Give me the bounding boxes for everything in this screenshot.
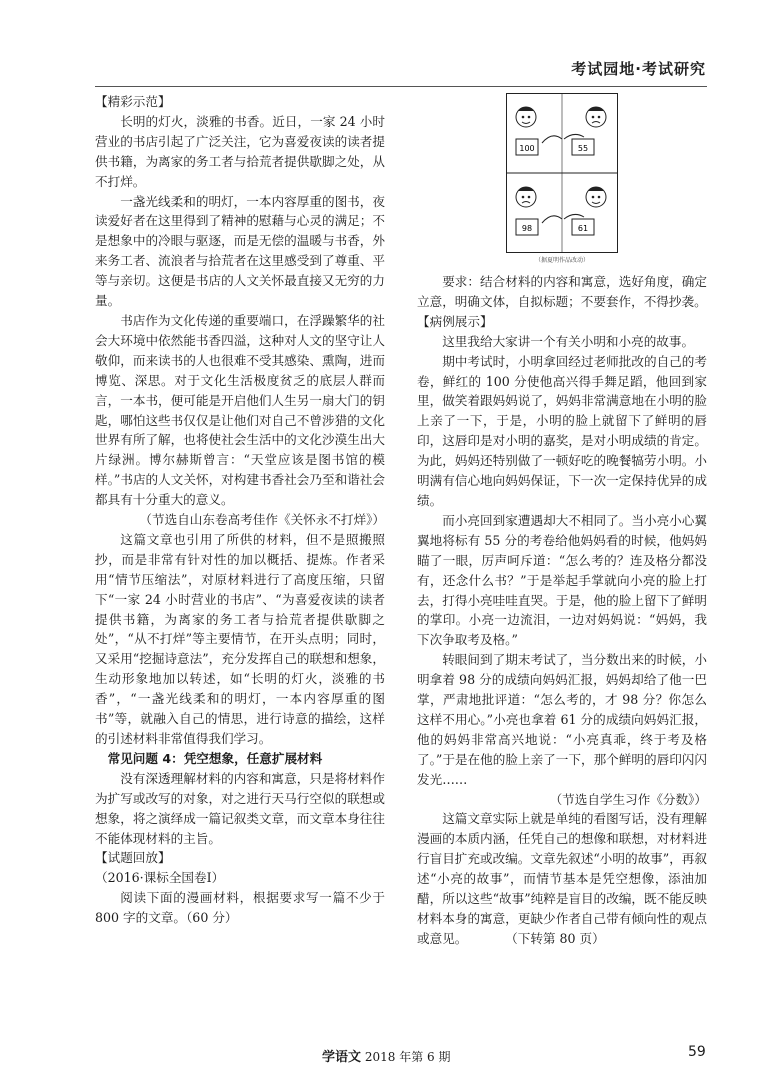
left-paragraph: 【试题回放】 [95, 850, 171, 866]
left-paragraph: （节选自山东卷高考佳作《关怀永不打烊》） [139, 512, 385, 528]
right-column [417, 272, 707, 949]
left-paragraph: 没有深透理解材料的内容和寓意，只是将材料作为扩写或改写的对象，对之进行天马行空似的联想或想象，将之演绎成一篇记叙类文章，而文章本身往往不能体现材料的主旨。 [95, 770, 385, 846]
left-paragraph: （2016·课标全国卷Ⅰ） [95, 870, 225, 886]
left-paragraph: 长明的灯火，淡雅的书香。近日，一家 24 小时营业的书店引起了广泛关注，它为喜爱夜读的读者提供书籍，为离家的务工者与拾荒者提供歇脚之处，从不打烊。 [95, 113, 385, 189]
comic-score-1: 100 [519, 144, 535, 153]
left-paragraph: 常见问题 4：凭空想象，任意扩展材料 [107, 750, 323, 766]
comic-score-2: 55 [577, 144, 589, 153]
issue-label: 2018 年第 6 期 [364, 1050, 451, 1064]
right-paragraph: 这里我给大家讲一个有关小明和小亮的故事。 [442, 333, 695, 349]
right-paragraph: 而小亮回到家遭遇却大不相同了。当小亮小心翼翼地将标有 55 分的考卷给他妈妈看的时候，他妈妈瞄了一眼，厉声呵斥道：“怎么考的？连及格分都没有，还念什么书？”于是举起手掌就向小亮的脸上打去，打得小亮哇哇直哭。于是，他的脸上留下了鲜明的掌印。小亮一边流泪，一边对妈妈说：“妈妈，我下次争取考及格。” [417, 512, 707, 648]
left-column [95, 92, 385, 928]
right-paragraph: （节选自学生习作《分数》） [549, 791, 707, 807]
comic-score-3: 98 [521, 224, 533, 233]
left-paragraph: 【精彩示范】 [95, 94, 171, 109]
comic-illustration [506, 93, 618, 253]
right-paragraph: 转眼间到了期末考试了，当分数出来的时候，小明拿着 98 分的成绩向妈妈汇报，妈妈却给了他一巴掌，严肃地批评道：“怎么考的，才 98 分？你怎么这样不用心。”小亮也拿着 61 分的成绩向妈妈汇报，他的妈妈非常高兴地说：“小亮真乖，终于考及格了。”于是在他的脸上亲了一下，那个鲜明的唇印闪闪发光…… [417, 652, 707, 787]
header-rule [95, 86, 707, 87]
comic-caption: （据夏明作品改动） [534, 257, 589, 264]
right-paragraph: 期中考试时，小明拿回经过老师批改的自己的考卷，鲜红的 100 分使他高兴得手舞足蹈，他回到家里，做笑着跟妈妈说了，妈妈非常满意地在小明的脸上亲了一下，于是，小明的脸上就留下了鲜明的唇印，这唇印是对小明的嘉奖，是对小明成绩的肯定。为此，妈妈还特别做了一顿好吃的晚餐犒劳小明。小明满有信心地向妈妈保证，下一次一定保持优异的成绩。 [417, 353, 707, 508]
page-number: 59 [688, 1044, 706, 1060]
footer-journal [322, 1046, 450, 1065]
left-paragraph: 书店作为文化传递的重要端口，在浮躁繁华的社会大环境中依然能书香四溢，这种对人文的坚守让人敬仰，而来读书的人也很难不受其感染、熏陶，进而博览、深思。对于文化生活极度贫乏的底层人群而言，一本书，便可能是开启他们人生另一扇大门的钥匙，哪怕这些书仅仅是让他们对自己不曾涉猎的文化世界有所了解，也将使社会生活中的文化沙漠生出大片绿洲。博尔赫斯曾言：“天堂应该是图书馆的模样。”书店的人文关怀，对构建书香社会乃至和谐社会都具有十分重大的意义。 [95, 312, 385, 508]
journal-name: 学语文 [322, 1050, 362, 1065]
left-paragraph: 阅读下面的漫画材料，根据要求写一篇不少于 800 字的文章。（60 分） [95, 890, 385, 926]
comic-score-4: 61 [577, 224, 589, 233]
right-paragraph: 要求：结合材料的内容和寓意，选好角度，确定立意，明确文体，自拟标题；不要套作，不得抄袭。 [417, 274, 707, 309]
left-paragraph: 这篇文章也引用了所供的材料，但不是照搬照抄，而是非常有针对性的加以概括、提炼。作者采用“情节压缩法”，对原材料进行了高度压缩，只留下“一家 24 小时营业的书店”、“为喜爱夜读的读者提供书籍，为离家的务工者与拾荒者提供歇脚之处”，“从不打烊”等主要情节，在开头点明；同时，又采用“挖掘诗意法”，充分发挥自己的联想和想象，生动形象地加以转述，如“长明的灯火，淡雅的书香”，“一盏光线柔和的明灯，一本内容厚重的图书”等，就融入自己的情思，进行诗意的描绘，这样的引述材料非常值得我们学习。 [95, 531, 385, 746]
running-header: 考试园地·考试研究 [571, 60, 706, 78]
right-paragraph: 【病例展示】 [417, 313, 493, 329]
left-paragraph: 一盏光线柔和的明灯，一本内容厚重的图书，夜读爱好者在这里得到了精神的慰藉与心灵的满足；不是想象中的冷眼与驱逐，而是无偿的温暖与书香，外来务工者、流浪者与拾荒者在这里感受到了尊重、平等与亲切。这便是书店的人文关怀最直接又无穷的力量。 [95, 193, 385, 309]
right-paragraph: 这篇文章实际上就是单纯的看图写话，没有理解漫画的本质内涵，任凭自己的想像和联想，对材料进行盲目扩充或改编。文章先叙述“小明的故事”，再叙述“小亮的故事”，而情节基本是凭空想像，添油加醋，所以这些“故事”纯粹是盲目的改编，既不能反映材料本身的寓意，更缺少作者自己带有倾向性的观点或意见。 （下转第 80 页） [417, 811, 707, 946]
